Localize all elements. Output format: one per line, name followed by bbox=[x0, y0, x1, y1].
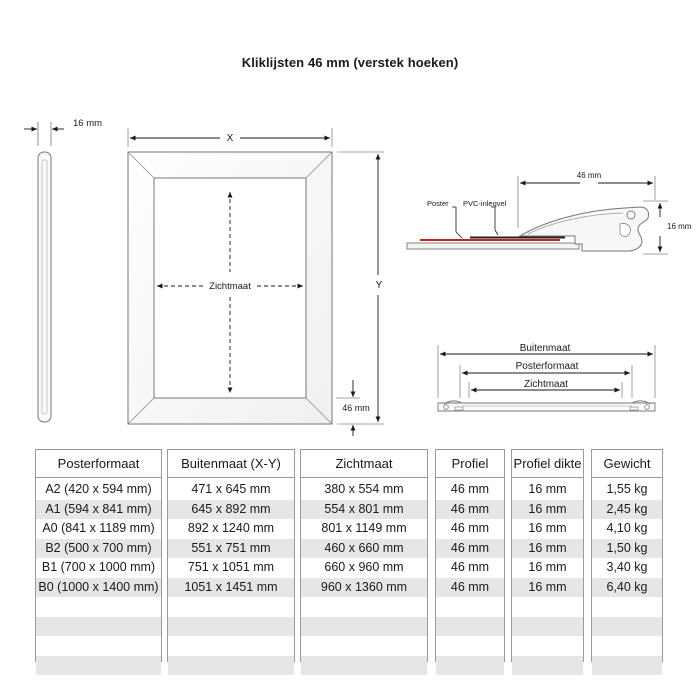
width-x-label: X bbox=[226, 133, 234, 144]
visible-size-label: Zichtmaat bbox=[524, 379, 568, 390]
table-cell: 660 x 960 mm bbox=[324, 560, 404, 574]
table-cell: A0 (841 x 1189 mm) bbox=[42, 521, 155, 535]
section-height-label: 16 mm bbox=[667, 222, 692, 231]
table-cell: 4,10 kg bbox=[606, 521, 648, 535]
table-cell: 46 mm bbox=[436, 539, 504, 559]
table-cell: 3,40 kg bbox=[606, 560, 648, 574]
table-cell bbox=[436, 597, 504, 617]
table-cell: 1,50 kg bbox=[592, 539, 662, 559]
size-diagram bbox=[438, 343, 655, 411]
table-cell: 960 x 1360 mm bbox=[301, 578, 427, 598]
section-width-label: 46 mm bbox=[576, 171, 602, 180]
table-cell bbox=[512, 617, 583, 637]
table-cell: 801 x 1149 mm bbox=[321, 521, 407, 535]
column-header: Profiel dikte bbox=[512, 450, 583, 478]
table-cell: B0 (1000 x 1400 mm) bbox=[36, 578, 161, 598]
table-cell bbox=[301, 597, 427, 617]
table-cell bbox=[168, 656, 294, 676]
diagram-title: Kliklijsten 46 mm (verstek hoeken) bbox=[241, 55, 459, 70]
pvc-sheet-label: PVC-inlegvel bbox=[463, 199, 507, 208]
table-cell: 16 mm bbox=[512, 578, 583, 598]
poster-label: Poster bbox=[427, 199, 449, 208]
table-cell: 46 mm bbox=[436, 500, 504, 520]
side-thickness-label: 16 mm bbox=[73, 118, 103, 129]
height-y-label: Y bbox=[375, 280, 383, 291]
column-header: Profiel bbox=[436, 450, 504, 478]
front-view bbox=[128, 128, 384, 436]
outer-size-label: Buitenmaat bbox=[519, 343, 571, 354]
table-cell bbox=[168, 636, 294, 656]
table-cell bbox=[36, 597, 161, 617]
table-cell bbox=[436, 617, 504, 637]
table-cell: 2,45 kg bbox=[592, 500, 662, 520]
table-cell: 892 x 1240 mm bbox=[187, 521, 275, 535]
table-cell bbox=[168, 617, 294, 637]
table-cell bbox=[36, 636, 161, 656]
profile-width-label: 46 mm bbox=[342, 403, 370, 413]
table-cell: 645 x 892 mm bbox=[168, 500, 294, 520]
column-profiel bbox=[435, 449, 505, 662]
table-cell: 460 x 660 mm bbox=[301, 539, 427, 559]
table-cell: 16 mm bbox=[528, 482, 567, 496]
table-cell: 554 x 801 mm bbox=[301, 500, 427, 520]
table-cell: 380 x 554 mm bbox=[324, 482, 404, 496]
table-cell bbox=[436, 636, 504, 656]
table-cell bbox=[301, 636, 427, 656]
profile-section bbox=[407, 171, 692, 254]
column-header: Buitenmaat (X-Y) bbox=[168, 450, 294, 478]
table-cell: 16 mm bbox=[528, 521, 567, 535]
table-cell bbox=[512, 636, 583, 656]
table-cell bbox=[168, 597, 294, 617]
table-cell bbox=[592, 597, 662, 617]
table-cell: 6,40 kg bbox=[592, 578, 662, 598]
table-cell: A1 (594 x 841 mm) bbox=[36, 500, 161, 520]
column-posterformaat bbox=[35, 449, 162, 662]
viewing-area-label: Zichtmaat bbox=[209, 281, 251, 292]
table-cell: 1051 x 1451 mm bbox=[168, 578, 294, 598]
column-profiel_dikte bbox=[511, 449, 584, 662]
column-buitenmaat bbox=[167, 449, 295, 662]
table-cell bbox=[301, 656, 427, 676]
table-cell: 46 mm bbox=[436, 578, 504, 598]
table-cell bbox=[592, 617, 662, 637]
table-cell bbox=[512, 597, 583, 617]
table-cell: 16 mm bbox=[512, 500, 583, 520]
side-view bbox=[24, 118, 102, 422]
table-cell: 751 x 1051 mm bbox=[187, 560, 275, 574]
table-cell: B1 (700 x 1000 mm) bbox=[41, 560, 156, 574]
column-gewicht bbox=[591, 449, 663, 662]
table-cell bbox=[592, 636, 662, 656]
table-cell bbox=[436, 656, 504, 676]
poster-size-label: Posterformaat bbox=[515, 361, 579, 372]
table-cell: 551 x 751 mm bbox=[168, 539, 294, 559]
table-cell bbox=[301, 617, 427, 637]
table-cell: 46 mm bbox=[450, 560, 490, 574]
table-cell: 471 x 645 mm bbox=[191, 482, 271, 496]
table-cell bbox=[36, 656, 161, 676]
table-cell: 16 mm bbox=[512, 539, 583, 559]
table-cell: B2 (500 x 700 mm) bbox=[36, 539, 161, 559]
table-cell bbox=[592, 656, 662, 676]
table-cell: 16 mm bbox=[528, 560, 567, 574]
column-zichtmaat bbox=[300, 449, 428, 662]
column-header: Gewicht bbox=[592, 450, 662, 478]
column-header: Posterformaat bbox=[36, 450, 161, 478]
table-cell: 46 mm bbox=[450, 521, 490, 535]
table-cell: 46 mm bbox=[450, 482, 490, 496]
table-cell: A2 (420 x 594 mm) bbox=[45, 482, 152, 496]
table-cell bbox=[36, 617, 161, 637]
table-cell bbox=[512, 656, 583, 676]
column-header: Zichtmaat bbox=[301, 450, 427, 478]
table-cell: 1,55 kg bbox=[606, 482, 648, 496]
